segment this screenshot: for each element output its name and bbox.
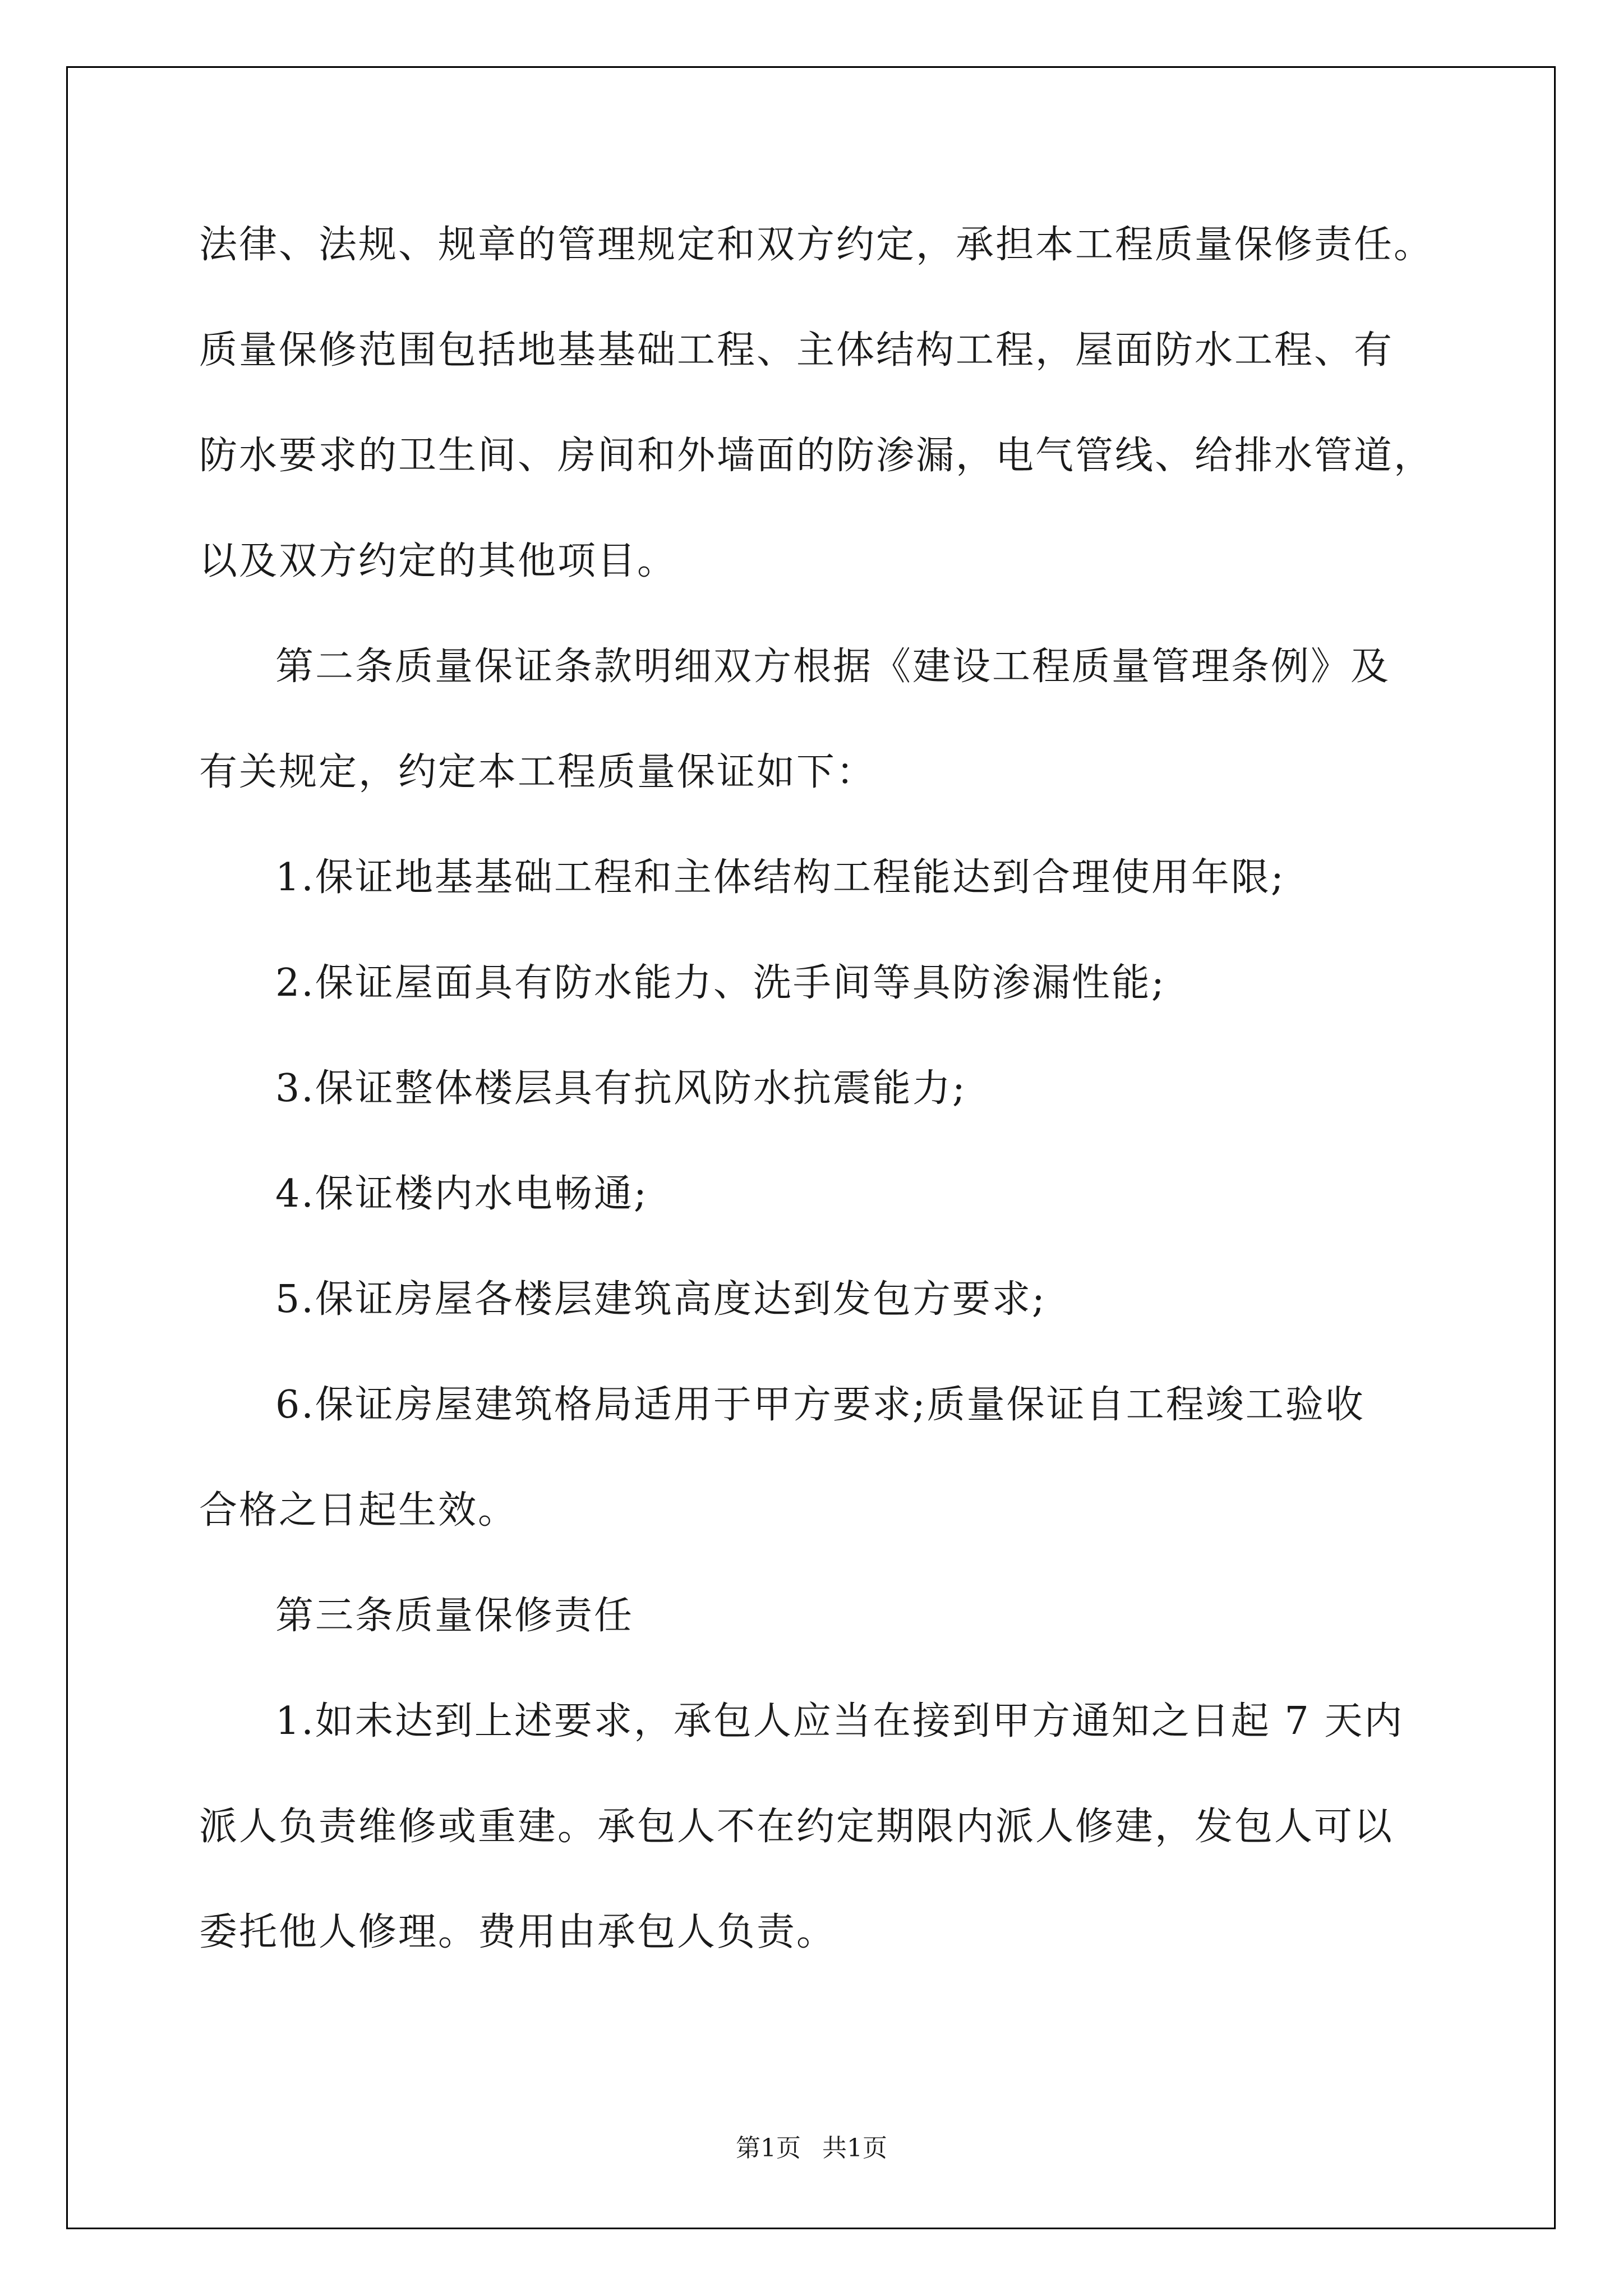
text-line: 合格之日起生效。 bbox=[199, 1488, 518, 1533]
page-number: 第1页 bbox=[736, 2134, 801, 2162]
list-item: 1.如未达到上述要求，承包人应当在接到甲方通知之日起 7 天内 bbox=[275, 1699, 1404, 1743]
list-item: 5.保证房屋各楼层建筑高度达到发包方要求; bbox=[275, 1277, 1046, 1322]
text-line: 防水要求的卫生间、房间和外墙面的防渗漏，电气管线、给排水管道， bbox=[199, 434, 1434, 478]
text-line: 委托他人修理。费用由承包人负责。 bbox=[199, 1910, 837, 1954]
document-body bbox=[199, 192, 1445, 1985]
text-line: 质量保修范围包括地基基础工程、主体结构工程，屋面防水工程、有 bbox=[199, 328, 1394, 372]
page-count: 共1页 bbox=[822, 2134, 887, 2162]
section-heading: 第三条质量保修责任 bbox=[275, 1594, 634, 1638]
text-line: 以及双方约定的其他项目。 bbox=[199, 539, 677, 583]
list-item: 6.保证房屋建筑格局适用于甲方要求;质量保证自工程竣工验收 bbox=[275, 1383, 1365, 1427]
list-item: 1.保证地基基础工程和主体结构工程能达到合理使用年限; bbox=[275, 855, 1285, 900]
list-item: 4.保证楼内水电畅通; bbox=[275, 1172, 648, 1216]
text-line: 法律、法规、规章的管理规定和双方约定，承担本工程质量保修责任。 bbox=[199, 223, 1434, 267]
page-footer bbox=[0, 2132, 1623, 2165]
text-line: 派人负责维修或重建。承包人不在约定期限内派人修建，发包人可以 bbox=[199, 1805, 1394, 1849]
list-item: 2.保证屋面具有防水能力、洗手间等具防渗漏性能; bbox=[275, 961, 1166, 1005]
text-line: 有关规定，约定本工程质量保证如下： bbox=[199, 750, 877, 794]
list-item: 3.保证整体楼层具有抗风防水抗震能力; bbox=[275, 1066, 967, 1111]
text-line: 第二条质量保证条款明细双方根据《建设工程质量管理条例》及 bbox=[275, 645, 1391, 689]
